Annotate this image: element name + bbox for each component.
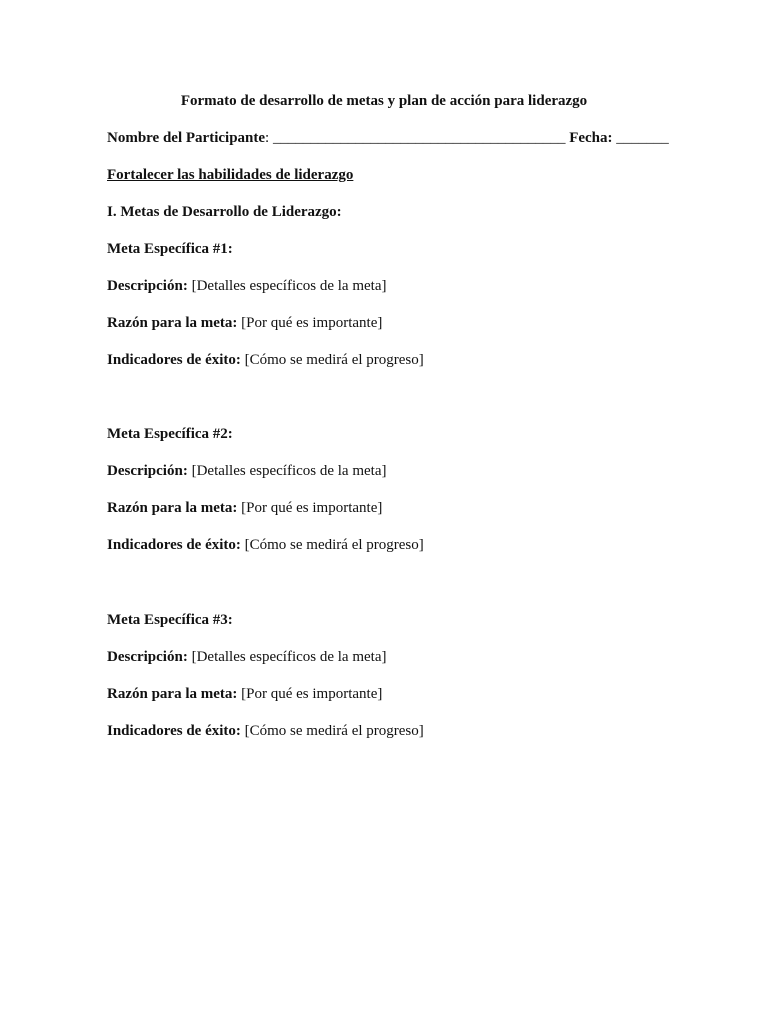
goal-2-description-value: [Detalles específicos de la meta]: [191, 463, 387, 479]
goal-3-reason: [107, 684, 382, 704]
goal-1-description: [107, 276, 386, 296]
goal-3-heading: Meta Específica #3:: [107, 612, 233, 628]
goal-2-reason-value: [Por qué es importante]: [241, 500, 383, 516]
goal-1-indicators-label: Indicadores de éxito:: [107, 352, 241, 368]
participant-separator: :: [265, 130, 270, 146]
goal-3-description: [107, 647, 386, 667]
goal-2-reason-label: Razón para la meta:: [107, 500, 238, 516]
goal-1-description-label: Descripción:: [107, 278, 188, 294]
goal-2-heading: Meta Específica #2:: [107, 426, 233, 442]
document-title: Formato de desarrollo de metas y plan de acción para liderazgo: [180, 93, 588, 109]
goal-3-reason-value: [Por qué es importante]: [241, 686, 383, 702]
participant-name-blank: _______________________________________: [272, 130, 566, 146]
goal-2-indicators-label: Indicadores de éxito:: [107, 537, 241, 553]
goal-3-indicators: [107, 721, 424, 741]
goal-3-indicators-value: [Cómo se medirá el progreso]: [244, 723, 424, 739]
date-blank: _______: [616, 130, 669, 146]
goal-3-indicators-label: Indicadores de éxito:: [107, 723, 241, 739]
goal-1-indicators: [107, 350, 424, 370]
goal-2-description-label: Descripción:: [107, 463, 188, 479]
goal-2-indicators-value: [Cómo se medirá el progreso]: [244, 537, 424, 553]
goal-3-reason-label: Razón para la meta:: [107, 686, 238, 702]
participant-label: Nombre del Participante: [107, 130, 266, 146]
goal-1-reason: [107, 313, 382, 333]
goal-1-reason-value: [Por qué es importante]: [241, 315, 383, 331]
section-heading: I. Metas de Desarrollo de Liderazgo:: [107, 204, 342, 220]
goal-2-description: [107, 461, 386, 481]
goal-2-reason: [107, 498, 382, 518]
date-label: Fecha:: [569, 130, 613, 146]
goal-2-indicators: [107, 535, 424, 555]
goal-1-description-value: [Detalles específicos de la meta]: [191, 278, 387, 294]
goal-1-reason-label: Razón para la meta:: [107, 315, 238, 331]
goal-1-heading: Meta Específica #1:: [107, 241, 233, 257]
goal-1-indicators-value: [Cómo se medirá el progreso]: [244, 352, 424, 368]
document-subtitle: Fortalecer las habilidades de liderazgo: [107, 167, 354, 183]
goal-3-description-value: [Detalles específicos de la meta]: [191, 649, 387, 665]
goal-3-description-label: Descripción:: [107, 649, 188, 665]
participant-line: [107, 128, 669, 148]
